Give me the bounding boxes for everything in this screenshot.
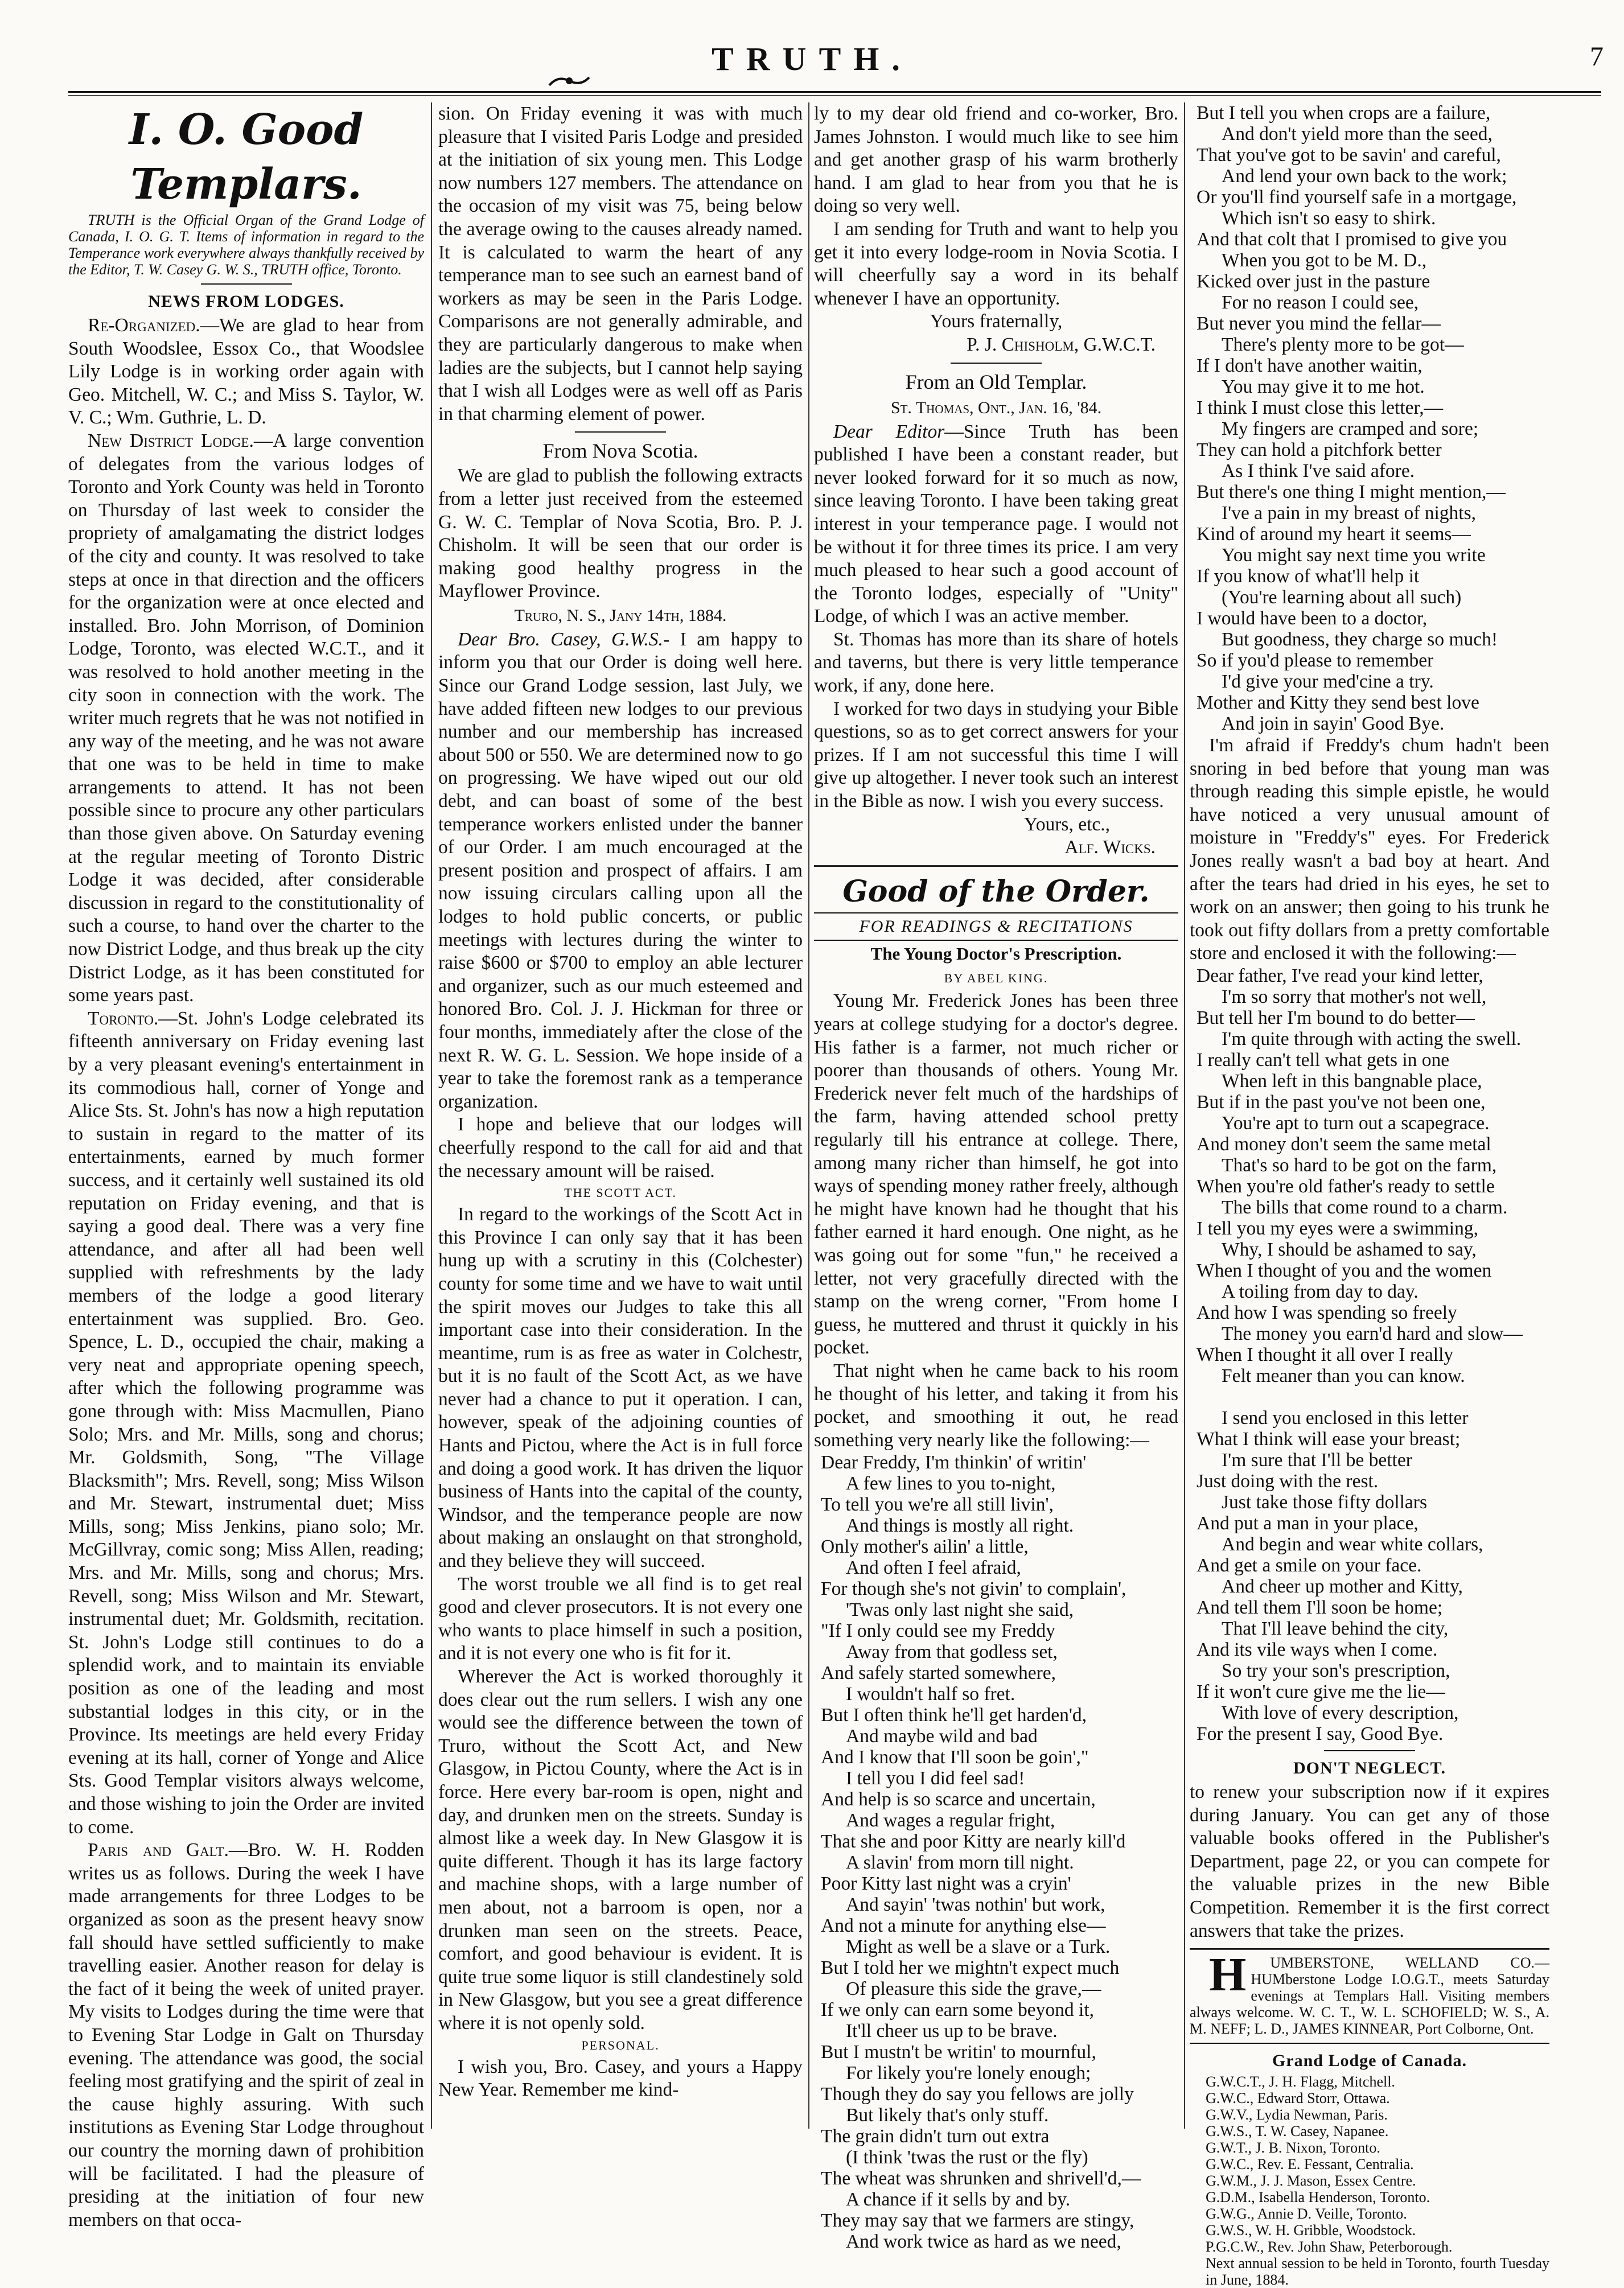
subheading: THE SCOTT ACT. bbox=[564, 1186, 677, 1200]
verse-line: I wouldn't half so fret. bbox=[846, 1684, 1015, 1705]
article-paragraph: The worst trouble we all find is to get real good and clever prosecutors. It is not every one who wants to place himself in such a position, and it is not every one who is fit for it. bbox=[438, 1573, 803, 1664]
officer-entry: G.W.V., Lydia Newman, Paris. bbox=[1206, 2106, 1388, 2124]
verse-block bbox=[814, 1452, 1178, 2252]
verse-line: But I tell you when crops are a failure, bbox=[1197, 102, 1491, 124]
section-banner: FOR READINGS & RECITATIONS bbox=[814, 912, 1178, 941]
verse-line: If it won't cure give me the lie— bbox=[1197, 1681, 1445, 1702]
column-rule bbox=[1184, 102, 1185, 2129]
divider bbox=[951, 363, 1042, 364]
paragraph-text: —St. John's Lodge celebrated its fifteenth anniversary on Friday evening last by a very pleasant evening's entertainment in its commodious hall, corner of Yonge and Alice Sts. St. John's has now a high reputation to sustain in regard to the matter of its entertainments, earned by much former success, and it certainly well sustained its old reputation on Friday evening, and that is saying a good deal. There was a very fine attendance, and after all had been well supplied with refreshments by the lady members of the lodge a good literary entertainment was supplied. Bro. Geo. Spence, L. D., occupied the chair, making a very neat and appropriate opening speech, after which the following programme was gone through with: Miss Macmullen, Piano Solo; Mrs. and Mr. Mills, song and chorus; Mr. Goldsmith, Song, "The Village Blacksmith"; Mrs. Revell, song; Miss Wilson and Mr. Stewart, instrumental duet; Miss Mills, song; Miss Jenkins, piano solo; Mr. McGillvray, comic song; Miss Allen, reading; Mrs. and Mr. Mills, song and chorus; Mrs. Revell, song; Miss Wilson and Mr. Stewart, instrumental duet; Mr. Goldsmith, recitation. St. John's Lodge still continues to do a splendid work, and to maintain its enviable position as one of the leading and most substantial lodges in this city, or in the Province. Its meetings are held every Friday evening at its hall, corner of Yonge and Alice Sts. Good Templar visitors always welcome, and those wishing to join the Order are invited to come. bbox=[68, 1007, 424, 1838]
verse-line bbox=[1197, 1386, 1549, 1408]
verse-line: But I often think he'll get harden'd, bbox=[821, 1705, 1087, 1726]
verse-line: Away from that godless set, bbox=[846, 1641, 1058, 1663]
letter-dateline: Truro, N. S., Jany 14th, 1884. bbox=[514, 606, 727, 625]
verse-line: But I told her we mightn't expect much bbox=[821, 1957, 1120, 1979]
verse-line: But goodness, they charge so much! bbox=[1222, 629, 1498, 650]
verse-line: And tell them I'll soon be home; bbox=[1197, 1596, 1443, 1618]
column-rule bbox=[808, 102, 809, 2129]
paragraph-lead: Paris and Galt. bbox=[88, 1840, 229, 1861]
verse-line: And join in sayin' Good Bye. bbox=[1222, 713, 1445, 734]
paragraph-text: —We are glad to hear from South Woodslee, Essox Co., that Woodslee Lily Lodge is in working order again with Geo. Mitchell, W. C.; and Miss S. Taylor, W. V. C.; Wm. Guthrie, L. D. bbox=[68, 315, 424, 429]
verse-line: But likely that's only stuff. bbox=[846, 2105, 1049, 2126]
verse-line: "If I only could see my Freddy bbox=[821, 1620, 1055, 1642]
paragraph-lead: Re-Organized. bbox=[88, 315, 200, 336]
verse-line: As I think I've said afore. bbox=[1222, 460, 1415, 482]
verse-line: But tell her I'm bound to do better— bbox=[1197, 1007, 1475, 1028]
masthead bbox=[0, 0, 1624, 91]
verse-line: And work twice as hard as we need, bbox=[846, 2231, 1121, 2253]
verse-line: Only mother's ailin' a little, bbox=[821, 1536, 1029, 1558]
paragraph-text: —Since Truth has been published I have been a constant reader, but never looked forward for it so much as now, since leaving Toronto. I have been taking great interest in your temperance page. I would not be without it for three times its price. I am very much pleased to hear such a good account of the Toronto lodges, especially of "Unity" Lodge, of which I was an active member. bbox=[814, 421, 1178, 627]
verse-line: And maybe wild and bad bbox=[846, 1726, 1038, 1747]
verse-line: When you're old father's ready to settle bbox=[1197, 1175, 1495, 1197]
verse-line: Might as well be a slave or a Turk. bbox=[846, 1936, 1111, 1958]
article-paragraph: ly to my dear old friend and co-worker, Bro. James Johnston. I would much like to see him and get another grasp of his warm brotherly hand. I am glad to hear from you that he is doing so very well. bbox=[814, 103, 1178, 217]
verse-line: There's plenty more to be got— bbox=[1222, 334, 1464, 355]
verse-line: The wheat was shrunken and shrivell'd,— bbox=[821, 2168, 1141, 2190]
verse-line: Just take those fifty dollars bbox=[1222, 1491, 1427, 1513]
officer-entry: G.D.M., Isabella Henderson, Toronto. bbox=[1206, 2189, 1430, 2206]
verse-line: My fingers are cramped and sore; bbox=[1222, 418, 1479, 439]
column-2 bbox=[438, 102, 803, 2129]
verse-line: And how I was spending so freely bbox=[1197, 1302, 1457, 1323]
verse-line: But I mustn't be writin' to mournful, bbox=[821, 2042, 1096, 2063]
divider bbox=[575, 431, 666, 433]
verse-line: I would have been to a doctor, bbox=[1197, 608, 1428, 629]
verse-line: A slavin' from morn till night. bbox=[846, 1852, 1074, 1874]
verse-line: And don't yield more than the seed, bbox=[1222, 124, 1493, 145]
article-paragraph: I am sending for Truth and want to help you get it into every lodge-room in Novia Scotia. I will cheerfully say a word in its behalf whenever I have an opportunity. bbox=[814, 218, 1178, 309]
verse-line: And not a minute for anything else— bbox=[821, 1915, 1106, 1937]
article-paragraph: Wherever the Act is worked thoroughly it does clear out the rum sellers. I wish any one would see the difference between the town of Truro, without the Scott Act, and New Glasgow, in Pictou County, where the Act is in force. Here every bar-room is open, night and day, and drunken men on the streets. Sunday is almost like a week day. In New Glasgow it is quite different. Though it has its large factory and machine shops, with a large number of men about, not a barroom is open, nor a drunken man seen on the streets. Peace, comfort, and good behaviour is evident. It is quite true some liquor is still clandestinely sold in New Glasgow, but you see a great difference where it is not openly sold. bbox=[438, 1666, 803, 2034]
verse-line: So try your son's prescription, bbox=[1222, 1660, 1450, 1681]
verse-line: It'll cheer us up to be brave. bbox=[846, 2020, 1058, 2042]
verse-line: I'm so sorry that mother's not well, bbox=[1222, 986, 1487, 1007]
verse-line: I send you enclosed in this letter bbox=[1222, 1407, 1469, 1429]
verse-line: And often I feel afraid, bbox=[846, 1557, 1021, 1579]
newspaper-title: TRUTH. bbox=[712, 40, 912, 77]
officer-entry: Next annual session to be held in Toronto, fourth Tuesday in June, 1884. bbox=[1206, 2255, 1549, 2288]
verse-line: Poor Kitty last night was a cryin' bbox=[821, 1873, 1071, 1895]
verse-line: And that colt that I promised to give you bbox=[1197, 229, 1507, 250]
paragraph-text: —Bro. W. H. Rodden writes us as follows. During the week I have made arrangements for three Lodges to be organized as soon as the present heavy snow fall should have settled sufficiently to make travelling easier. Another reason for delay is the fact of it being the week of united prayer. My visits to Lodges during the time were that to Evening Star Lodge in Galt on Thursday evening. The attendance was good, the social feeling most gratifying and the spirit of zeal in the cause highly assuring. With such institutions as Evening Star Lodge throughout our country the morning dawn of prohibition will be facilitated. I had the pleasure of presiding at the initiation of four new members on that occa- bbox=[68, 1840, 424, 2231]
verse-line: A few lines to you to-night, bbox=[846, 1473, 1056, 1495]
story-byline: BY ABEL KING. bbox=[944, 970, 1049, 985]
verse-line: If we only can earn some beyond it, bbox=[821, 1999, 1095, 2021]
article-paragraph bbox=[68, 1839, 424, 2232]
verse-line: What I think will ease your breast; bbox=[1197, 1428, 1461, 1450]
verse-line: Though they do say you fellows are jolly bbox=[821, 2084, 1134, 2105]
article-heading: From Nova Scotia. bbox=[542, 439, 698, 463]
verse-line: For likely you're lonely enough; bbox=[846, 2063, 1091, 2084]
drop-cap: H bbox=[1209, 1948, 1247, 2002]
verse-line: When left in this bangnable place, bbox=[1222, 1070, 1482, 1092]
verse-line: The bills that come round to a charm. bbox=[1222, 1196, 1508, 1218]
verse-block bbox=[1190, 102, 1549, 734]
verse-line: Kind of around my heart it seems— bbox=[1197, 524, 1471, 545]
verse-line: And money don't seem the same metal bbox=[1197, 1133, 1491, 1155]
verse-line: They may say that we farmers are stingy, bbox=[821, 2210, 1134, 2232]
verse-line: With love of every description, bbox=[1222, 1702, 1459, 1723]
page-number: 7 bbox=[1590, 42, 1604, 72]
officer-entry: G.W.G., Annie D. Veille, Toronto. bbox=[1206, 2205, 1407, 2223]
column-3 bbox=[814, 102, 1178, 2253]
verse-line: If you know of what'll help it bbox=[1197, 566, 1420, 587]
verse-line: But if in the past you've not been one, bbox=[1197, 1091, 1486, 1113]
paragraph-lead: Toronto. bbox=[88, 1007, 159, 1029]
verse-line: A toiling from day to day. bbox=[1222, 1281, 1419, 1302]
verse-line: Kicked over just in the pasture bbox=[1197, 271, 1430, 292]
verse-line: That's so hard to be got on the farm, bbox=[1222, 1154, 1497, 1176]
verse-line: Just doing with the rest. bbox=[1197, 1470, 1379, 1492]
letter-dateline: St. Thomas, Ont., Jan. 16, '84. bbox=[890, 398, 1102, 417]
verse-line: So if you'd please to remember bbox=[1197, 650, 1434, 671]
verse-line: Which isn't so easy to shirk. bbox=[1222, 208, 1436, 229]
verse-line: I'd give your med'cine a try. bbox=[1222, 671, 1434, 692]
verse-line: The grain didn't turn out extra bbox=[821, 2126, 1050, 2147]
verse-line: I'm sure that I'll be better bbox=[1222, 1449, 1412, 1471]
verse-line: You're apt to turn out a scapegrace. bbox=[1222, 1112, 1490, 1134]
verse-line: I tell you my eyes were a swimming, bbox=[1197, 1217, 1478, 1239]
article-paragraph bbox=[68, 430, 424, 1007]
verse-block bbox=[1190, 965, 1549, 1744]
letter-salutation: Dear Bro. Casey, G.W.S. bbox=[458, 628, 663, 650]
verse-line: Of pleasure this side the grave,— bbox=[846, 1978, 1101, 2000]
letter-signature: Alf. Wicks. bbox=[1064, 837, 1156, 858]
column-1 bbox=[68, 102, 424, 2231]
article-paragraph: I worked for two days in studying your Bible questions, so as to get correct answers for your prizes. If I am not successful this time I will give up altogether. I never took such an interest in the Bible as now. I wish you every success. bbox=[814, 698, 1178, 812]
officer-entry: G.W.C., Edward Storr, Ottawa. bbox=[1206, 2090, 1390, 2107]
column-4 bbox=[1190, 102, 1549, 2288]
officer-entry: G.W.S., T. W. Casey, Napanee. bbox=[1206, 2123, 1389, 2140]
letter-signature: P. J. Chisholm, G.W.C.T. bbox=[967, 334, 1156, 355]
verse-line: And lend your own back to the work; bbox=[1222, 166, 1507, 187]
verse-line: And sayin' 'twas nothin' but work, bbox=[846, 1894, 1105, 1916]
verse-line: And cheer up mother and Kitty, bbox=[1222, 1575, 1463, 1597]
verse-line: And help is so scarce and uncertain, bbox=[821, 1789, 1096, 1810]
article-heading: From an Old Templar. bbox=[905, 370, 1087, 393]
article-paragraph: Young Mr. Frederick Jones has been three years at college studying for a doctor's degree. His father is a farmer, not much richer or poorer than thousands of others. Young Mr. Frederick never felt much of the hardships of the farm, having attended school pretty regularly till his entrance at college. There, among many richer than himself, he got into ways of spending money rather freely, although he might have known had he thought that his father earned it hard enough. One night, as he was going out for some "fun," he received a letter, not very gracefully directed with the stamp on the wreng corner, "From home I guess, he muttered and thrust it quickly in his pocket. bbox=[814, 990, 1178, 1359]
verse-line: I really can't tell what gets in one bbox=[1197, 1049, 1450, 1071]
divider bbox=[814, 865, 1178, 867]
verse-line: And wages a regular fright, bbox=[846, 1810, 1055, 1832]
verse-line: They can hold a pitchfork better bbox=[1197, 439, 1442, 460]
story-title: The Young Doctor's Prescription. bbox=[870, 943, 1122, 964]
lodge-notice bbox=[1190, 1948, 1549, 2038]
verse-line: That I'll leave behind the city, bbox=[1222, 1618, 1449, 1639]
verse-line: That you've got to be savin' and careful, bbox=[1197, 145, 1501, 166]
verse-line: And I know that I'll soon be goin'," bbox=[821, 1747, 1089, 1768]
verse-line: (I think 'twas the rust or the fly) bbox=[846, 2147, 1088, 2168]
article-paragraph: sion. On Friday evening it was with much pleasure that I visited Paris Lodge and presided at the initiation of six young men. This Lodge now numbers 127 members. The attendance on the occasion of my visit was 75, being below the average owing to the causes already named. It is calculated to warm the heart of any temperance man to see such an earnest band of workers as may be seen in the Paris Lodge. Comparisons are not generally admirable, and they are particularly dangerous to make when ladies are the subjects, but I cannot help saying that I wish all Lodges were as well off as Paris in that charming element of power. bbox=[438, 103, 803, 425]
article-paragraph: That night when he came back to his room he thought of his letter, and taking it from his pocket, and smoothing it out, he read something very nearly like the following:— bbox=[814, 1360, 1178, 1451]
divider bbox=[201, 283, 292, 285]
verse-line: To tell you we're all still livin', bbox=[821, 1494, 1054, 1516]
verse-line: 'Twas only last night she said, bbox=[846, 1599, 1074, 1621]
verse-line: When I thought of you and the women bbox=[1197, 1260, 1492, 1281]
verse-line: Or you'll find yourself safe in a mortgage, bbox=[1197, 187, 1517, 208]
officer-entry: G.W.C.T., J. H. Flagg, Mitchell. bbox=[1206, 2073, 1395, 2091]
list-heading: Grand Lodge of Canada. bbox=[1272, 2051, 1467, 2071]
verse-line: (You're learning about all such) bbox=[1222, 587, 1462, 608]
notice-text: to renew your subscription now if it expires during January. You can get any of those valuable books offered in the Publisher's Department, page 22, or you can compete for the valuable prizes in the new Bible Competition. Remember it is the first correct answers that take the prizes. bbox=[1190, 1781, 1549, 1941]
verse-line: But there's one thing I might mention,— bbox=[1197, 482, 1506, 503]
verse-line: When I thought it all over I really bbox=[1197, 1344, 1454, 1365]
verse-line: But never you mind the fellar— bbox=[1197, 313, 1441, 334]
article-paragraph: We are glad to publish the following extracts from a letter just received from the esteemed G. W. C. Templar of Nova Scotia, Bro. P. J. Chisholm. It will be seen that our order is making good healthy progress in the Mayflower Province. bbox=[438, 465, 803, 602]
officer-entry: G.W.S., W. H. Gribble, Woodstock. bbox=[1206, 2222, 1416, 2239]
verse-line: And get a smile on your face. bbox=[1197, 1554, 1422, 1576]
verse-line: If I don't have another waitin, bbox=[1197, 355, 1422, 376]
letter-salutation: Dear Editor bbox=[833, 421, 945, 442]
verse-line: Mother and Kitty they send best love bbox=[1197, 692, 1479, 713]
verse-line: You may give it to me hot. bbox=[1222, 376, 1425, 397]
section-title: Good of the Order. bbox=[842, 874, 1150, 909]
article-paragraph: I'm afraid if Freddy's chum hadn't been snoring in bed before that young man was through reading this simple epistle, he would have noticed a very unusual amount of moisture in "Freddy's" eyes. For Frederick Jones really wasn't a bad boy at heart. And after the tears had dried in his eyes, he set to work on an answer; then going to his trunk he took out fifty dollars from a pretty comfortable store and enclosed it with the following:— bbox=[1190, 735, 1549, 964]
verse-line: For no reason I could see, bbox=[1222, 292, 1419, 313]
section-intro: TRUTH is the Official Organ of the Grand Lodge of Canada, I. O. G. T. Items of information in regard to the Temperance work everywhere always thankfully received by the Editor, T. W. Casey G. W. S., TRUTH office, Toronto. bbox=[68, 212, 424, 278]
verse-line: For though she's not givin' to complain', bbox=[821, 1578, 1126, 1600]
divider bbox=[1324, 1750, 1415, 1751]
divider bbox=[1190, 2043, 1549, 2044]
article-paragraph: St. Thomas has more than its share of hotels and taverns, but there is very little temperance work, if any, done here. bbox=[814, 628, 1178, 697]
paragraph-text: - I am happy to inform you that our Order is doing well here. Since our Grand Lodge session, last July, we have added fifteen new lodges to our previous number and our membership has increased about 500 or 550. We are determined now to go on progressing. We have wiped out our old debt, and can boast of some of the best temperance workers enlisted under the banner of our Order. I am much encouraged at the present position and prospect of affairs. I am now issuing circulars calling upon all the lodges to hold public concerts, or public meetings with lectures during the winter to raise $600 or $700 to employ an able lecturer and organizer, such as our much esteemed and honored Bro. Col. J. J. Hickman for three or four months, immediately after the close of the next R. W. G. L. Session. We hope inside of a year to take the foremost rank as a temperance organization. bbox=[438, 628, 803, 1112]
notice-heading: DON'T NEGLECT. bbox=[1293, 1758, 1446, 1777]
verse-line: Dear Freddy, I'm thinkin' of writin' bbox=[821, 1452, 1087, 1474]
article-paragraph: In regard to the workings of the Scott Act in this Province I can only say that it has been hung up with a scrutiny in this (Colchester) county for some time and we have to wait until the spirit moves our Judges to take this all important case into their consideration. In the meantime, rum is as free as water in Colchestr, but it is no fault of the Scott Act, as we have never had a chance to put it operation. I can, however, speak of the adjoining counties of Hants and Pictou, where the Act is in full force and doing a good work. It has driven the liquor business of Hants into the capital of the county, Windsor, and the temperance people are now about making an onslaught on that stronghold, and they believe they will succeed. bbox=[438, 1204, 803, 1572]
verse-line: Felt meaner than you can know. bbox=[1222, 1365, 1465, 1386]
article-paragraph: I wish you, Bro. Casey, and yours a Happy New Year. Remember me kind- bbox=[438, 2056, 803, 2101]
verse-line: I've a pain in my breast of nights, bbox=[1222, 503, 1477, 524]
verse-line: The money you earn'd hard and slow— bbox=[1222, 1323, 1523, 1344]
verse-line: And its vile ways when I come. bbox=[1197, 1639, 1438, 1660]
column-rule bbox=[431, 102, 432, 2129]
lodge-notice-text: UMBERSTONE, WELLAND CO.—HUMberstone Lodge I.O.G.T., meets Saturday evenings at Templars Hall. Visiting members always welcome. W. C. T., W. L. SCHOFIELD; W. S., A. M. NEFF; L. D., JAMES KINNEAR, Port Colborne, Ont. bbox=[1190, 1954, 1549, 2038]
officer-list bbox=[1190, 2073, 1549, 2288]
verse-line: Why, I should be ashamed to say, bbox=[1222, 1238, 1477, 1260]
verse-line: And safely started somewhere, bbox=[821, 1662, 1056, 1684]
officer-entry: G.W.C., Rev. E. Fessant, Centralia. bbox=[1206, 2156, 1414, 2173]
paragraph-text: —A large convention of delegates from the various lodges of Toronto and York County was held in Toronto on Thursday of last week to consider the propriety of amalgamating the district lodges of the city and county. It was resolved to take steps at once in that direction and the officers for the organization were at once elected and installed. Bro. John Morrison, of Dominion Lodge, Toronto, was elected W.C.T., and it was resolved to hold another meeting in the city soon in connection with the work. The writer much regrets that he was not notified in any way of the meeting, and he was not aware that one was to be held in time to make arrangements to attend. It has not been possible since to procure any other particulars than those given above. On Saturday evening at the regular meeting of Toronto Distric Lodge it was decided, after considerable discussion in regard to the constitutionality of such a course, to hand over the charter to the now District Lodge, and thus break up the city District Lodge, as it has been constituted for some years past. bbox=[68, 430, 424, 1006]
officer-entry: P.G.C.W., Rev. John Shaw, Peterborough. bbox=[1206, 2238, 1453, 2256]
article-paragraph bbox=[68, 1007, 424, 1839]
officer-entry: G.W.M., J. J. Mason, Essex Centre. bbox=[1206, 2172, 1416, 2190]
news-heading: NEWS FROM LODGES. bbox=[148, 292, 344, 311]
verse-line: And begin and wear white collars, bbox=[1222, 1533, 1483, 1555]
verse-line: That she and poor Kitty are nearly kill'd bbox=[821, 1831, 1126, 1853]
verse-line: You might say next time you write bbox=[1222, 545, 1486, 566]
verse-line: And put a man in your place, bbox=[1197, 1512, 1419, 1534]
verse-line: I'm quite through with acting the swell. bbox=[1222, 1028, 1522, 1050]
article-paragraph bbox=[814, 421, 1178, 628]
verse-line: Dear father, I've read your kind letter, bbox=[1197, 965, 1483, 986]
verse-line: When you got to be M. D., bbox=[1222, 250, 1427, 271]
verse-line: I tell you I did feel sad! bbox=[846, 1768, 1025, 1789]
letter-closing: Yours, etc., bbox=[1023, 813, 1110, 835]
section-title: I. O. Good Templars. bbox=[129, 105, 364, 209]
paragraph-lead: New District Lodge. bbox=[88, 430, 254, 451]
verse-line: For the present I say, Good Bye. bbox=[1197, 1723, 1444, 1744]
masthead-rule bbox=[68, 91, 1601, 96]
verse-line: I think I must close this letter,— bbox=[1197, 397, 1444, 418]
article-paragraph bbox=[438, 628, 803, 1113]
article-paragraph: I hope and believe that our lodges will cheerfully respond to the call for aid and that the necessary amount will be raised. bbox=[438, 1114, 803, 1182]
officer-entry: G.W.T., J. B. Nixon, Toronto. bbox=[1206, 2139, 1380, 2157]
article-paragraph bbox=[68, 314, 424, 430]
verse-line: And things is mostly all right. bbox=[846, 1515, 1074, 1537]
verse-line: A chance if it sells by and by. bbox=[846, 2189, 1071, 2211]
letter-closing: Yours fraternally, bbox=[930, 311, 1063, 332]
subheading: PERSONAL. bbox=[581, 2038, 660, 2052]
